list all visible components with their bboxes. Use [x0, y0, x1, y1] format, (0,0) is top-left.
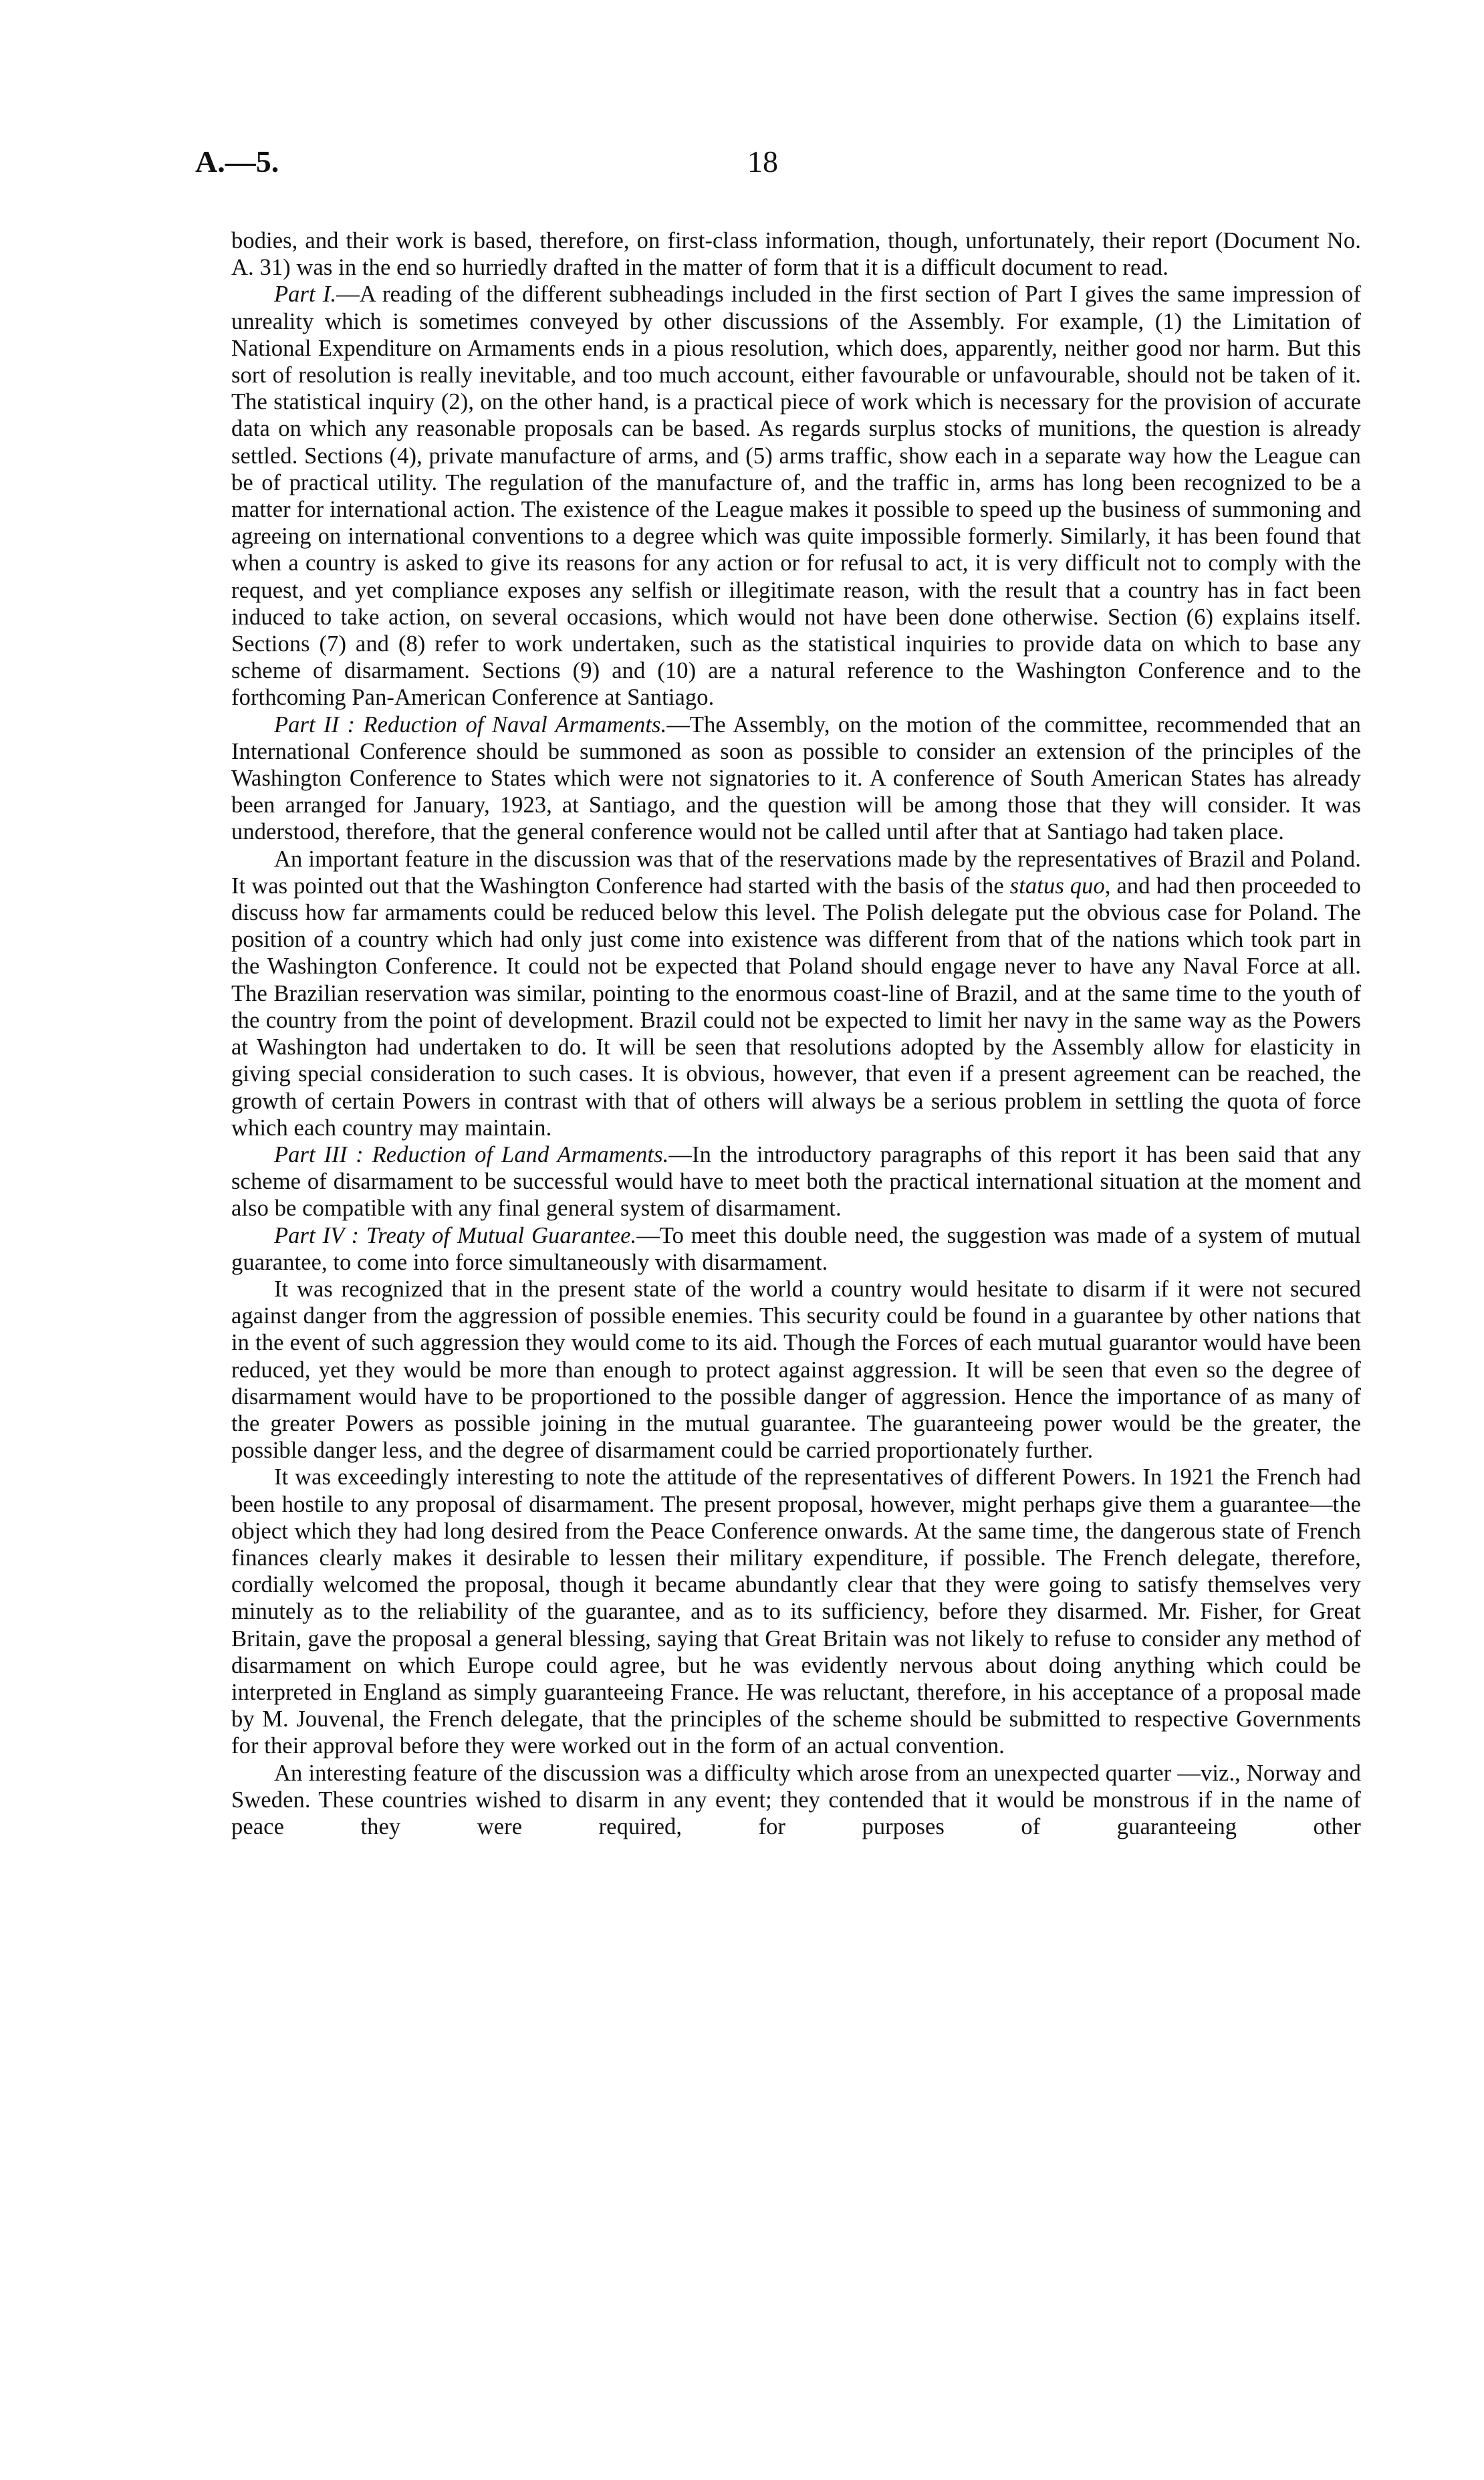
- paragraph-part-i: [231, 281, 1361, 711]
- paragraph-text: An interesting feature of the discussion was a difficulty which arose from an unexpected quarter —viz., Norway and Sweden. These countries wished to disarm in any event; they contended that it would be monstrous if in the name of peace they were required, for purposes of guaranteeing other: [231, 1760, 1361, 1839]
- paragraph-text: —In the introductory paragraphs of this report it has been said that any scheme of disarmament to be successful would have to meet both the practical international situation at the moment and also be compatible with any final general system of disarmament.: [231, 1141, 1361, 1222]
- paragraph: [231, 846, 1361, 1141]
- document-body: [231, 227, 1361, 1840]
- document-reference: A.—5.: [195, 144, 279, 179]
- section-heading: Part IV : Treaty of Mutual Guarantee.: [274, 1222, 637, 1248]
- italic-term: status quo: [1009, 873, 1105, 899]
- paragraph: [231, 227, 1361, 281]
- paragraph-text: , and had then proceeded to discuss how far armaments could be reduced below this level. The Polish delegate put the obvious case for Poland. The position of a country which had only just come into existence was different from that of the nations which took part in the Washington Conference. It could not be expected that Poland should engage never to have any Naval Force at all. The Brazilian reservation was similar, pointing to the enormous coast-line of Brazil, and at the same time to the youth of the country from the point of development. Brazil could not be expected to limit her navy in the same way as the Powers at Washington had undertaken to do. It will be seen that resolutions adopted by the Assembly allow for elasticity in giving special consideration to such cases. It is obvious, however, that even if a present agreement can be reached, the growth of certain Powers in contrast with that of others will always be a serious problem in settling the quota of force which each country may maintain.: [231, 873, 1361, 1141]
- paragraph: [231, 1276, 1361, 1464]
- paragraph-text: It was recognized that in the present state of the world a country would hesitate to disarm if it were not secured against danger from the aggression of possible enemies. This security could be found in a guarantee by other nations that in the event of such aggression they would come to its aid. Though the Forces of each mutual guarantor would have been reduced, yet they would be more than enough to protect against aggression. It will be seen that even so the degree of disarmament would have to be proportioned to the possible danger of aggression. Hence the importance of as many of the greater Powers as possible joining in the mutual guarantee. The guaranteeing power would be the greater, the possible danger less, and the degree of disarmament could be carried proportionately further.: [231, 1276, 1361, 1464]
- paragraph: [231, 1760, 1361, 1841]
- paragraph-text: An important feature in the discussion was that of the reservations made by the representatives of Brazil and Poland. It was pointed out that the Washington Conference had started with the basis of the: [231, 846, 1361, 899]
- paragraph-text: —The Assembly, on the motion of the committee, recommended that an International Conference should be summoned as soon as possible to consider an extension of the principles of the Washington Conference to States which were not signatories to it. A conference of South American States has already been arranged for January, 1923, at Santiago, and the question will be among those that they will consider. It was understood, therefore, that the general conference would not be called until after that at Santiago had taken place.: [231, 711, 1361, 845]
- paragraph-part-iii: [231, 1141, 1361, 1222]
- paragraph-part-ii: [231, 711, 1361, 846]
- paragraph-text: bodies, and their work is based, therefore, on first-class information, though, unfortunately, their report (Document No. A. 31) was in the end so hurriedly drafted in the matter of form that it is a difficult document to read.: [231, 228, 1361, 281]
- paragraph: [231, 1464, 1361, 1759]
- page-number: 18: [747, 144, 778, 179]
- section-heading: Part III : Reduction of Land Armaments.: [274, 1141, 669, 1167]
- paragraph-text: —A reading of the different subheadings included in the first section of Part I gives the same impression of unreality which is sometimes conveyed by other discussions of the Assembly. For example, (1) the Limitation of National Expenditure on Armaments ends in a pious resolution, which does, apparently, neither good nor harm. But this sort of resolution is really inevitable, and too much account, either favourable or unfavourable, should not be taken of it. The statistical inquiry (2), on the other hand, is a practical piece of work which is necessary for the provision of accurate data on which any reasonable proposals can be based. As regards surplus stocks of munitions, the question is already settled. Sections (4), private manufacture of arms, and (5) arms traffic, show each in a separate way how the League can be of practical utility. The regulation of the manufacture of, and the traffic in, arms has long been recognized to be a matter for international action. The existence of the League makes it possible to speed up the business of summoning and agreeing on international conventions to a degree which was quite impossible formerly. Similarly, it has been found that when a country is asked to give its reasons for any action or for refusal to act, it is very difficult not to comply with the request, and yet compliance exposes any selfish or illegitimate reason, with the result that a country has in fact been induced to take action, on several occasions, which would not have been done otherwise. Section (6) explains itself. Sections (7) and (8) refer to work undertaken, such as the statistical inquiries to provide data on which to base any scheme of disarmament. Sections (9) and (10) are a natural reference to the Washington Conference and to the forthcoming Pan-American Conference at Santiago.: [231, 281, 1361, 711]
- paragraph-text: It was exceedingly interesting to note the attitude of the representatives of different Powers. In 1921 the French had been hostile to any proposal of disarmament. The present proposal, however, might perhaps give them a guarantee—the object which they had long desired from the Peace Conference onwards. At the same time, the dangerous state of French finances clearly makes it desirable to lessen their military expenditure, if possible. The French delegate, therefore, cordially welcomed the proposal, though it became abundantly clear that they were going to satisfy themselves very minutely as to the reliability of the guarantee, and as to its sufficiency, before they disarmed. Mr. Fisher, for Great Britain, gave the proposal a general blessing, saying that Great Britain was not likely to refuse to consider any method of disarmament on which Europe could agree, but he was evidently nervous about doing anything which could be interpreted in England as simply guaranteeing France. He was reluctant, therefore, in his acceptance of a proposal made by M. Jouvenal, the French delegate, that the principles of the scheme should be submitted to respective Governments for their approval before they were worked out in the form of an actual convention.: [231, 1464, 1361, 1759]
- section-heading: Part I.: [274, 281, 337, 308]
- paragraph-part-iv: [231, 1222, 1361, 1276]
- paragraph-text: —To meet this double need, the suggestion was made of a system of mutual guarantee, to come into force simultaneously with disarmament.: [231, 1222, 1361, 1275]
- section-heading: Part II : Reduction of Naval Armaments.: [274, 711, 667, 738]
